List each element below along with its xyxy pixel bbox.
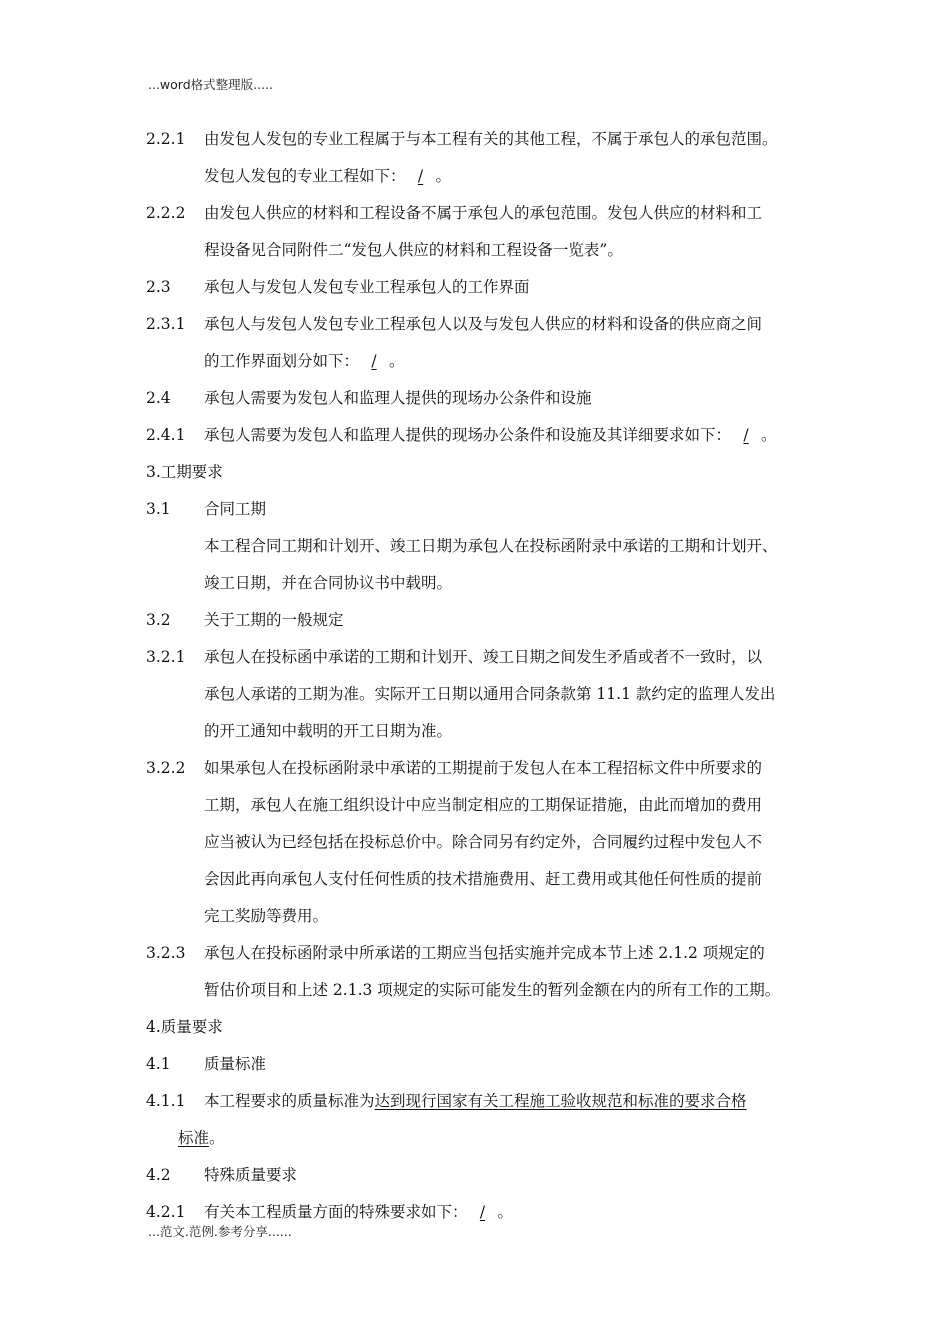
clause-text: 会因此再向承包人支付任何性质的技术措施费用、赶工费用或其他任何性质的提前 <box>204 870 763 888</box>
clause-number: 2.3.1 <box>146 315 186 333</box>
section-heading <box>146 1009 826 1046</box>
clause-text: 有关本工程质量方面的特殊要求如下： <box>204 1203 468 1221</box>
fill-blank: / <box>743 426 749 444</box>
clause-number: 2.3 <box>146 278 171 296</box>
clause-tail: 。 <box>761 426 777 444</box>
clause-text: 合同工期 <box>204 500 267 518</box>
clause-text: 承包人在投标函中承诺的工期和计划开、竣工日期之间发生矛盾或者不一致时，以 <box>204 648 763 666</box>
underlined-text: 达到现行国家有关工程施工验收规范和标准的要求合格 <box>374 1092 747 1110</box>
fill-blank: / <box>417 167 424 185</box>
clause-number: 3.1 <box>146 500 171 518</box>
clause-number: 4.1.1 <box>146 1092 186 1110</box>
continuation-line <box>146 158 826 195</box>
clause-number: 3.2.2 <box>146 759 186 777</box>
clause-tail: 。 <box>389 352 405 370</box>
clause-line <box>146 380 826 417</box>
clause-number: 2.2.2 <box>146 204 186 222</box>
clause-text: 承包人与发包人发包专业工程承包人以及与发包人供应的材料和设备的供应商之间 <box>204 315 763 333</box>
clause-number: 4.1 <box>146 1055 171 1073</box>
clause-text: 特殊质量要求 <box>204 1166 298 1184</box>
clause-tail: 。 <box>497 1203 514 1221</box>
clause-text: 程设备见合同附件二“发包人供应的材料和工程设备一览表”。 <box>204 241 623 259</box>
clause-text: 由发包人供应的材料和工程设备不属于承包人的承包范围。发包人供应的材料和工 <box>204 204 763 222</box>
clause-line <box>146 195 826 232</box>
clause-number: 2.4 <box>146 389 171 407</box>
clause-text: 关于工期的一般规定 <box>204 611 344 629</box>
page-header: ...word格式整理版..... <box>148 77 274 92</box>
clause-line <box>146 121 826 158</box>
heading-text: 4.质量要求 <box>146 1018 223 1036</box>
clause-text: 承包人承诺的工期为准。实际开工日期以通用合同条款第 11.1 款约定的监理人发出 <box>204 685 776 703</box>
continuation-line <box>146 676 826 713</box>
continuation-line <box>146 787 826 824</box>
underlined-text: 标准 <box>178 1129 210 1147</box>
clause-text: 工期，承包人在施工组织设计中应当制定相应的工期保证措施，由此而增加的费用 <box>204 796 763 814</box>
heading-text: 3.工期要求 <box>146 463 223 481</box>
clause-line <box>146 491 826 528</box>
clause-number: 3.2.1 <box>146 648 186 666</box>
clause-text: 完工奖励等费用。 <box>204 907 329 925</box>
clause-text: 本工程合同工期和计划开、竣工日期为承包人在投标函附录中承诺的工期和计划开、 <box>204 537 778 555</box>
clause-number: 3.2 <box>146 611 171 629</box>
clause-number: 3.2.3 <box>146 944 186 962</box>
continuation-line <box>146 861 826 898</box>
clause-line <box>146 935 826 972</box>
clause-number: 4.2.1 <box>146 1203 186 1221</box>
continuation-line <box>146 528 826 565</box>
clause-text: 应当被认为已经包括在投标总价中。除合同另有约定外，合同履约过程中发包人不 <box>204 833 763 851</box>
clause-line <box>146 417 826 454</box>
clause-number: 2.4.1 <box>146 426 186 444</box>
clause-text: 的开工通知中载明的开工日期为准。 <box>204 722 453 740</box>
fill-blank: / <box>371 352 377 370</box>
clause-line <box>146 1046 826 1083</box>
clause-text: 的工作界面划分如下： <box>204 352 360 370</box>
clause-text: 承包人需要为发包人和监理人提供的现场办公条件和设施及其详细要求如下： <box>204 426 732 444</box>
clause-text: 承包人在投标函附录中所承诺的工期应当包括实施并完成本节上述 2.1.2 项规定的 <box>204 944 765 962</box>
clause-tail: 。 <box>435 167 452 185</box>
clause-text: 竣工日期，并在合同协议书中载明。 <box>204 574 453 592</box>
clause-line <box>146 306 826 343</box>
clause-text: 发包人发包的专业工程如下： <box>204 167 406 185</box>
clause-line <box>146 1157 826 1194</box>
clause-text: 本工程要求的质量标准为 <box>204 1092 375 1110</box>
clause-text: 如果承包人在投标函附录中承诺的工期提前于发包人在本工程招标文件中所要求的 <box>204 759 763 777</box>
clause-text: 暂估价项目和上述 2.1.3 项规定的实际可能发生的暂列金额在内的所有工作的工期。 <box>204 981 781 999</box>
clause-text: 承包人与发包人发包专业工程承包人的工作界面 <box>204 278 530 296</box>
document-body <box>146 121 826 1231</box>
clause-line <box>146 1083 826 1120</box>
clause-text: 由发包人发包的专业工程属于与本工程有关的其他工程，不属于承包人的承包范围。 <box>204 130 778 148</box>
clause-number: 4.2 <box>146 1166 171 1184</box>
clause-line <box>146 639 826 676</box>
section-heading <box>146 454 826 491</box>
clause-line <box>146 602 826 639</box>
continuation-line <box>146 713 826 750</box>
clause-line <box>146 269 826 306</box>
continuation-line <box>146 343 826 380</box>
continuation-line <box>146 972 826 1009</box>
continuation-line <box>146 1120 826 1157</box>
fill-blank: / <box>479 1203 486 1221</box>
clause-text: 质量标准 <box>204 1055 267 1073</box>
clause-tail: 。 <box>209 1129 225 1147</box>
continuation-line <box>146 565 826 602</box>
page-footer: ...范文.范例.参考分享...... <box>148 1224 292 1239</box>
continuation-line <box>146 898 826 935</box>
clause-number: 2.2.1 <box>146 130 186 148</box>
continuation-line <box>146 232 826 269</box>
continuation-line <box>146 824 826 861</box>
clause-text: 承包人需要为发包人和监理人提供的现场办公条件和设施 <box>204 389 592 407</box>
clause-line <box>146 750 826 787</box>
